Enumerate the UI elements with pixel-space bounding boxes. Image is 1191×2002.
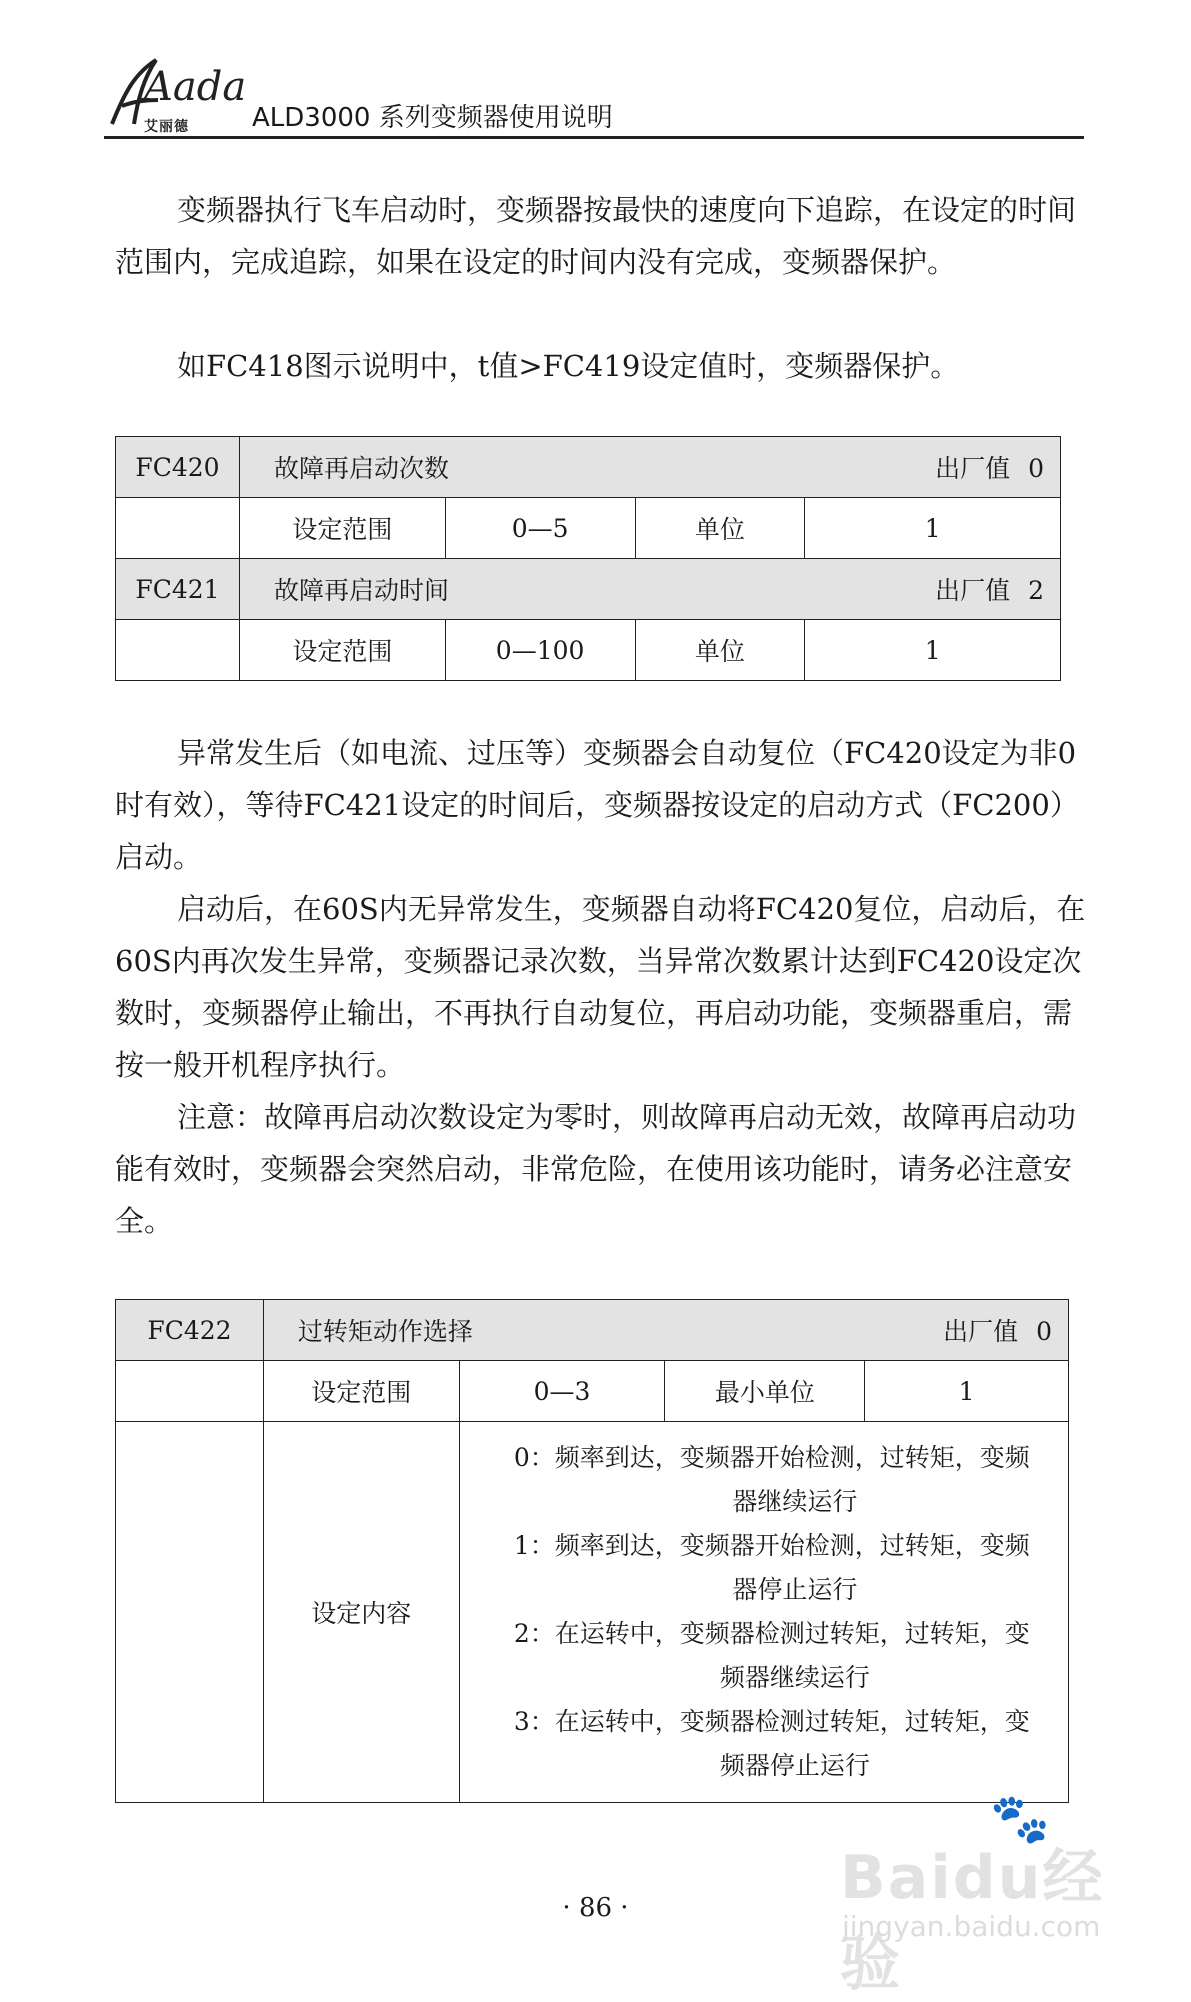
paragraph-restart-count: 启动后，在60S内无异常发生，变频器自动将FC420复位，启动后，在60S内再次发生异常，变频器记录次数，当异常次数累计达到FC420设定次数时，变频器停止输出，不再执行自动复位，再启动功能，变频器重启，需按一般开机程序执行。 [115, 892, 1086, 1082]
baidu-watermark [840, 1790, 1140, 1999]
table-row [116, 1361, 1069, 1422]
unit-value: 1 [865, 1361, 1069, 1422]
range-label: 设定范围 [239, 498, 445, 559]
param-title [239, 559, 1060, 620]
param-name: 过转矩动作选择 [297, 1317, 473, 1346]
paragraph-auto-reset: 异常发生后（如电流、过压等）变频器会自动复位（FC420设定为非0时有效），等待FC421设定的时间后，变频器按设定的启动方式（FC200）启动。 [115, 736, 1079, 874]
range-label: 设定范围 [263, 1361, 459, 1422]
brand-logo [104, 54, 247, 135]
param-title [239, 437, 1060, 498]
options-cell [459, 1422, 1068, 1803]
factory-default: 出厂值 2 [935, 576, 1044, 605]
page-header [104, 50, 1084, 140]
header-title: ALD3000 系列变频器使用说明 [252, 103, 613, 133]
empty-cell [116, 1361, 264, 1422]
option-item: 2：在运转中，变频器检测过转矩，过转矩，变 频器继续运行 [513, 1619, 1030, 1692]
table-row [116, 1422, 1069, 1803]
logo-subtext: 艾丽德 [144, 119, 189, 135]
paragraph-fc418-note: 如FC418图示说明中，t值>FC419设定值时，变频器保护。 [177, 349, 960, 383]
header-divider [104, 136, 1084, 139]
param-code: FC422 [116, 1300, 264, 1361]
table-row [116, 498, 1061, 559]
content-label: 设定内容 [263, 1422, 459, 1803]
table-row [116, 1300, 1069, 1361]
logo-text: Aada [144, 64, 247, 110]
unit-value: 1 [805, 620, 1061, 681]
unit-label: 单位 [635, 620, 805, 681]
table-row [116, 437, 1061, 498]
table-row [116, 620, 1061, 681]
option-item: 3：在运转中，变频器检测过转矩，过转矩，变 频器停止运行 [513, 1707, 1030, 1780]
factory-default: 出厂值 0 [943, 1317, 1052, 1346]
range-value: 0—100 [445, 620, 635, 681]
param-name: 故障再启动时间 [273, 576, 449, 605]
empty-cell [116, 1422, 264, 1803]
param-code: FC421 [116, 559, 240, 620]
option-item: 1：频率到达，变频器开始检测，过转矩，变频 器停止运行 [513, 1531, 1030, 1604]
unit-label: 最小单位 [665, 1361, 865, 1422]
range-value: 0—3 [459, 1361, 665, 1422]
watermark-text: Baidu经验 [840, 1843, 1105, 1999]
param-title [263, 1300, 1068, 1361]
page-number: · 86 · [562, 1893, 629, 1923]
paragraph-flying-start: 变频器执行飞车启动时，变频器按最快的速度向下追踪，在设定的时间范围内，完成追踪，如果在设定的时间内没有完成，变频器保护。 [115, 193, 1077, 279]
unit-value: 1 [805, 498, 1061, 559]
param-table-fc422 [115, 1299, 1069, 1803]
param-table-fc420-fc421 [115, 436, 1061, 681]
watermark-url: jingyan.baidu.com [842, 1910, 1101, 1943]
empty-cell [116, 620, 240, 681]
option-item: 0：频率到达，变频器开始检测，过转矩，变频 器继续运行 [513, 1443, 1030, 1516]
paragraph-safety-note: 注意：故障再启动次数设定为零时，则故障再启动无效，故障再启动功能有效时，变频器会突然启动，非常危险，在使用该功能时，请务必注意安全。 [115, 1100, 1077, 1238]
unit-label: 单位 [635, 498, 805, 559]
paw-icon: 🐾 [990, 1791, 1050, 1847]
range-label: 设定范围 [239, 620, 445, 681]
factory-default: 出厂值 0 [935, 454, 1044, 483]
range-value: 0—5 [445, 498, 635, 559]
empty-cell [116, 498, 240, 559]
param-code: FC420 [116, 437, 240, 498]
param-name: 故障再启动次数 [273, 454, 449, 483]
table-row [116, 559, 1061, 620]
